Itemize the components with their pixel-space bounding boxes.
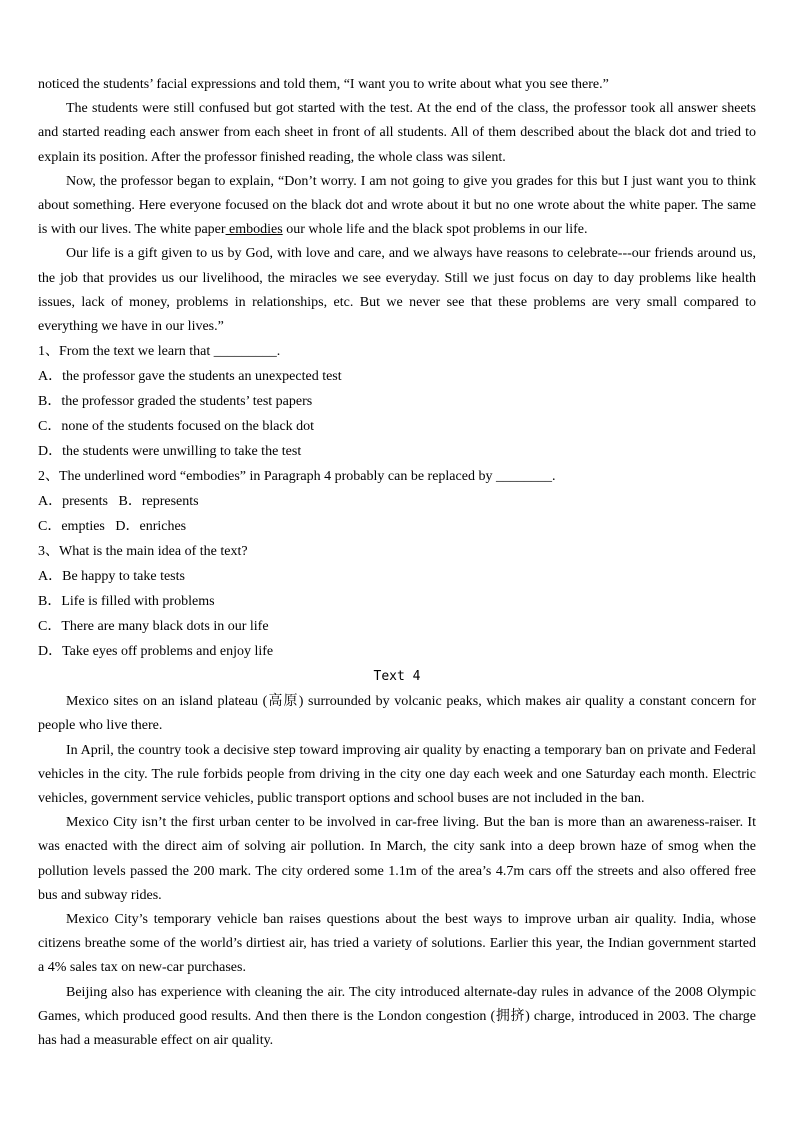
text4-paragraph-mexico-plateau: Mexico sites on an island plateau (高原) surrounded by volcanic peaks, which makes air quality a constant concern for people who live there.	[38, 694, 756, 734]
text4-paragraph-carfree: Mexico City isn’t the first urban center to be involved in car-free living. But the ban is more than an awareness-raiser. It was enacted with the direct aim of solving air pollution. In March, the city sank into a deep brown haze of smog when the pollution levels passed the 200 mark. The city ordered some 1.1m of the area’s 4.7m cars off the streets and also offered free bus and subway rides.	[38, 815, 756, 903]
question-1-stem: 1、From the text we learn that _________.	[38, 344, 281, 360]
question-1-option-c: C．none of the students focused on the black dot	[38, 419, 315, 435]
explain-text-after: our whole life and the black spot problems in our life.	[282, 222, 588, 238]
text4-paragraph-india: Mexico City’s temporary vehicle ban raises questions about the best ways to improve urban air quality. India, whose citizens breathe some of the world’s dirtiest air, has tried a variety of solutions. Earlier this year, the Indian government started a 4% sales tax on new-car purchases.	[38, 912, 756, 976]
question-2-options-cd: C．empties D．enriches	[38, 519, 187, 535]
question-2-stem: 2、The underlined word “embodies” in Paragraph 4 probably can be replaced by ________.	[38, 469, 556, 485]
paragraph-continuation: noticed the students’ facial expressions and told them, “I want you to write about what you see there.”	[38, 77, 609, 92]
question-3-stem: 3、What is the main idea of the text?	[38, 544, 248, 560]
question-2-options-ab: A．presents B．represents	[38, 494, 199, 510]
text4-paragraph-beijing-london: Beijing also has experience with cleaning the air. The city introduced alternate-day rules in advance of the 2008 Olympic Games, which produced good results. And then there is the London congestion (拥挤) charge, introduced in 2003. The charge has had a measurable effect on air quality.	[38, 984, 756, 1049]
explain-text-before: Now, the professor began to explain, “Don’t worry. I am not going to give you grades for this but I just want you to think about something. Here everyone focused on the black dot and wrote about it but no one wrote about the white paper. The same is with our lives. The white paper	[38, 173, 756, 238]
question-1-option-d: D．the students were unwilling to take the test	[38, 444, 302, 460]
question-3-option-c: C．There are many black dots in our life	[38, 619, 269, 635]
question-1-option-a: A．the professor gave the students an unexpected test	[38, 369, 342, 385]
paragraph-life-gift: Our life is a gift given to us by God, with love and care, and we always have reasons to celebrate---our friends around us, the job that provides us our livelihood, the miracles we see everyday. Still we just focus on day to day problems like health issues, lack of money, problems in relationships, etc. But we never see that these problems are very small compared to everything we have in our lives.”	[38, 246, 756, 335]
question-3-option-d: D．Take eyes off problems and enjoy life	[38, 644, 274, 660]
question-3-option-a: A．Be happy to take tests	[38, 569, 185, 585]
paragraph-professor-explain	[38, 170, 756, 243]
question-1-option-b: B．the professor graded the students’ test papers	[38, 394, 313, 410]
question-3-option-b: B．Life is filled with problems	[38, 594, 215, 610]
paragraph-students-test: The students were still confused but got started with the test. At the end of the class, the professor took all answer sheets and started reading each answer from each sheet in front of all students. All of them described about the black dot and tried to explain its position. After the professor finished reading, the whole class was silent.	[38, 101, 756, 165]
text4-paragraph-april-ban: In April, the country took a decisive step toward improving air quality by enacting a temporary ban on private and Federal vehicles in the city. The rule forbids people from driving in the city one day each week and one Saturday each month. Electric vehicles, government service vehicles, public transport options and school buses are not included in the ban.	[38, 742, 756, 807]
underlined-word-embodies: embodies	[225, 222, 283, 238]
text4-heading: Text 4	[373, 669, 421, 685]
